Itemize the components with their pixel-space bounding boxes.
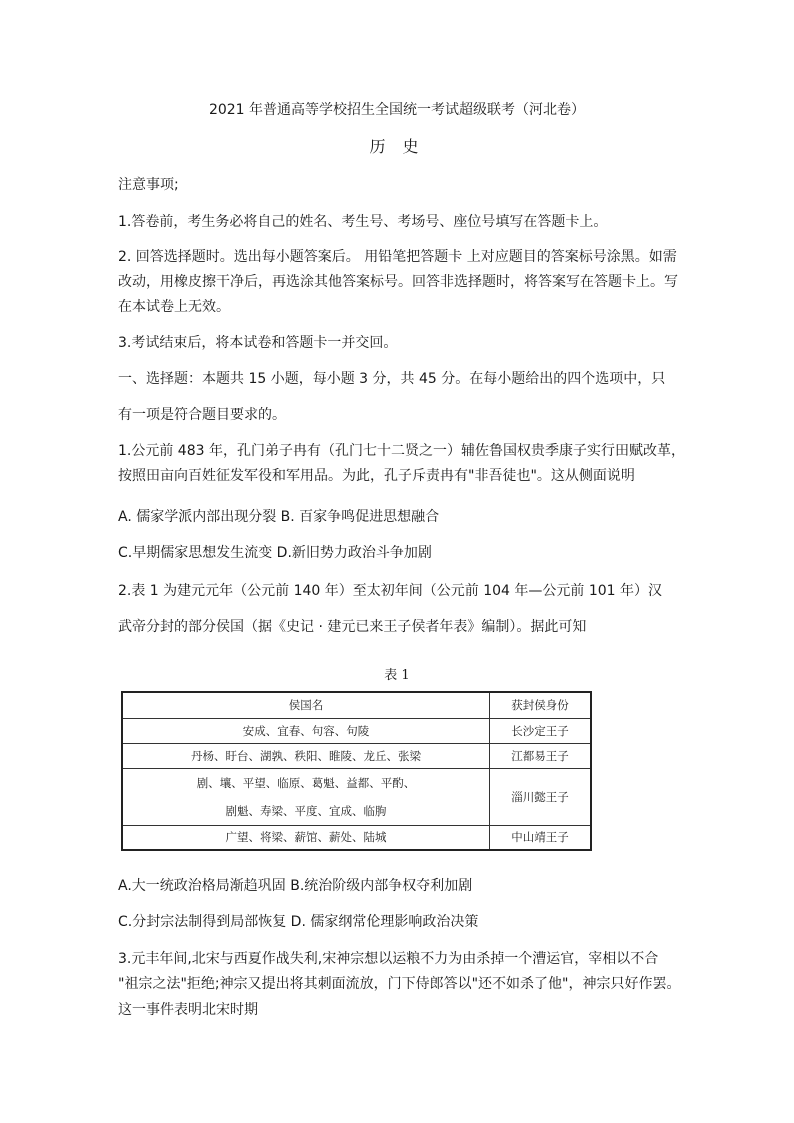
table-row xyxy=(122,718,591,743)
question-2-options: C.分封宗法制得到局部恢复 D. 儒家纲常伦理影响政治决策 xyxy=(118,914,479,930)
question-3-stem: 这一事件表明北宋时期 xyxy=(118,1002,258,1018)
notes-heading: 注意事项; xyxy=(118,177,179,193)
table-header-cell: 获封侯身份 xyxy=(490,692,592,718)
question-2-options: A.大一统政治格局渐趋巩固 B.统治阶级内部争权夺利加剧 xyxy=(118,878,473,894)
table-cell xyxy=(122,768,490,825)
section-instruction: 有一项是符合题目要求的。 xyxy=(118,407,286,423)
table-cell: 广望、将梁、薪馆、薪处、陆城 xyxy=(122,825,490,850)
table-header-row xyxy=(122,692,591,718)
note-item: 2. 回答选择题时。选出每小题答案后。 用铅笔把答题卡 上对应题目的答案标号涂黑。如需 xyxy=(118,249,677,265)
question-3-stem: "祖宗之法"拒绝;神宗又提出将其刺面流放，门下侍郎答以"还不如杀了他"，神宗只好作罢。 xyxy=(118,976,681,992)
section-instruction: 一、选择题：本题共 15 小题，每小题 3 分，共 45 分。在每小题给出的四个选项中，只 xyxy=(118,371,666,387)
table-row xyxy=(122,825,591,850)
subject-heading: 历 史 xyxy=(369,137,425,156)
table-row xyxy=(122,743,591,768)
table-cell-line: 剧、壤、平望、临原、葛魁、益都、平酌、 xyxy=(196,775,416,790)
note-item: 在本试卷上无效。 xyxy=(118,299,230,315)
question-1-options: A. 儒家学派内部出现分裂 B. 百家争鸣促进思想融合 xyxy=(118,509,440,525)
table-header-cell: 侯国名 xyxy=(122,692,490,718)
question-3-stem: 3.元丰年间,北宋与西夏作战失利,宋神宗想以运粮不力为由杀掉一个漕运官，宰相以不合 xyxy=(118,951,659,967)
note-item: 1.答卷前，考生务必将自己的姓名、考生号、考场号、座位号填写在答题卡上。 xyxy=(118,214,608,230)
note-item: 改动，用橡皮擦干净后，再选涂其他答案标号。回答非选择题时，将答案写在答题卡上。写 xyxy=(118,274,678,290)
table-cell: 江都易王子 xyxy=(490,743,592,768)
table-cell-line: 剧魁、寿梁、平度、宜成、临朐 xyxy=(225,803,387,818)
table-cell: 丹杨、盱台、湖孰、秩阳、睢陵、龙丘、张梁 xyxy=(122,743,490,768)
exam-title: 2021 年普通高等学校招生全国统一考试超级联考（河北卷） xyxy=(208,102,586,118)
table-cell: 淄川懿王子 xyxy=(490,768,592,825)
question-2-stem: 武帝分封的部分侯国（据《史记 · 建元已来王子侯者年表》编制）。据此可知 xyxy=(118,619,587,635)
marquisate-table xyxy=(121,691,592,851)
table-cell: 中山靖王子 xyxy=(490,825,592,850)
note-item: 3.考试结束后，将本试卷和答题卡一并交回。 xyxy=(118,335,398,351)
table-cell: 安成、宜春、句容、句陵 xyxy=(122,718,490,743)
table-row xyxy=(122,768,591,825)
question-1-options: C.早期儒家思想发生流变 D.新旧势力政治斗争加剧 xyxy=(118,545,432,561)
question-1-stem: 1.公元前 483 年，孔门弟子冉有（孔门七十二贤之一）辅佐鲁国权贵季康子实行田赋改革， xyxy=(118,443,685,459)
table-caption: 表 1 xyxy=(384,668,410,683)
question-2-stem: 2.表 1 为建元元年（公元前 140 年）至太初年间（公元前 104 年—公元前 101 年）汉 xyxy=(118,583,663,599)
table-cell: 长沙定王子 xyxy=(490,718,592,743)
question-1-stem: 按照田亩向百姓征发军役和军用品。为此，孔子斥责冉有"非吾徒也"。这从侧面说明 xyxy=(118,468,635,484)
